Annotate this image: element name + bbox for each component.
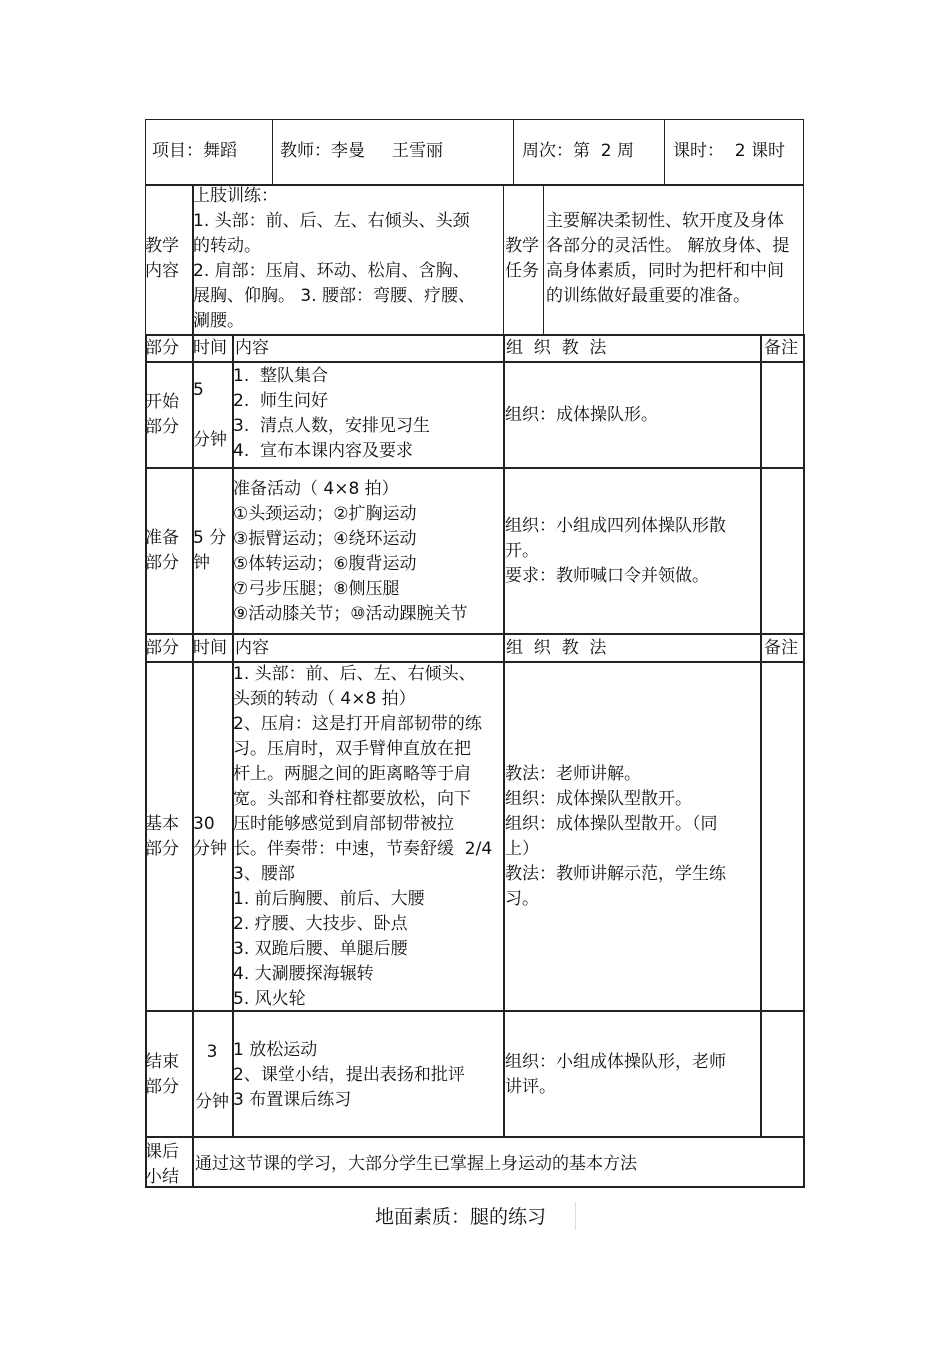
- col-part: 部分: [145, 338, 179, 358]
- footer-mark: [575, 1202, 576, 1230]
- col-time-2: 时间: [193, 638, 227, 658]
- basic-method: 教法：老师讲解。 组织：成体操队型散开。 组织：成体操队型散开。（同 上） 教法：教师讲解示范，学生练 习。: [505, 764, 726, 909]
- prep-part: 准备 部分: [145, 528, 179, 573]
- start-part: 开始 部分: [145, 392, 179, 437]
- start-method: 组织：成体操队形。: [505, 405, 658, 425]
- end-time: 3 分钟: [195, 1042, 229, 1112]
- end-part: 结束 部分: [145, 1052, 179, 1097]
- prep-time: 5 分 钟: [193, 528, 227, 573]
- col-method-2: 组 织 教 法: [506, 638, 607, 658]
- col-content-2: 内容: [235, 638, 269, 658]
- footer-title: 地面素质：腿的练习: [375, 1206, 547, 1228]
- week-label: 周次：第 2 周: [522, 141, 635, 161]
- divider: [272, 119, 273, 185]
- summary-content: 通过这节课的学习，大部分学生已掌握上身运动的基本方法: [195, 1154, 637, 1174]
- row-divider: [145, 1136, 805, 1138]
- col-note: 备注: [764, 338, 798, 358]
- col-time: 时间: [193, 338, 227, 358]
- start-content: 1. 整队集合 2. 师生问好 3. 清点人数，安排见习生 4. 宣布本课内容及要求: [233, 366, 431, 461]
- row-divider: [145, 633, 805, 635]
- summary-part: 课后 小结: [145, 1142, 179, 1187]
- divider: [513, 119, 514, 185]
- hours-label: 课时： 2 课时: [673, 141, 786, 161]
- content-text: 上肢训练： 1. 头部：前、后、左、右倾头、头颈 的转动。 2. 肩部：压肩、环动、松肩、含胸、 展胸、仰胸。 3. 腰部：弯腰、疗腰、 涮腰。: [193, 186, 476, 331]
- row-divider: [145, 361, 805, 363]
- basic-part: 基本 部分: [145, 814, 179, 859]
- col-part-2: 部分: [145, 638, 179, 658]
- content-label: 教学 内容: [145, 236, 179, 281]
- basic-content: 1. 头部：前、后、左、右倾头、 头颈的转动（ 4×8 拍） 2、压肩：这是打开肩部韧带的练 习。压肩时，双手臂伸直放在把 杆上。两腿之间的距离略等于肩 宽。头部和脊柱都要放松，向下 压时能够感觉到肩部韧带被拉 长。伴奏带：中速，节奏舒缓 2/4 3、腰部 1. 前后胸腰、前后、大腰 2. 疗腰、大技步、卧点 3. 双跪后腰、单腿后腰 4. 大涮腰探海辗转 5. 风火轮: [233, 664, 493, 1009]
- end-method: 组织：小组成体操队形，老师 讲评。: [505, 1052, 726, 1097]
- col-note-2: 备注: [764, 638, 798, 658]
- col-divider: [503, 334, 505, 1137]
- project-label: 项目：舞蹈: [152, 141, 237, 161]
- start-time: 5 分钟: [193, 380, 227, 450]
- basic-time: 30 分钟: [193, 814, 227, 859]
- task-label: 教学 任务: [505, 236, 539, 281]
- col-divider: [760, 334, 762, 1137]
- divider: [664, 119, 665, 185]
- task-text: 主要解决柔韧性、软开度及身体 各部分的灵活性。 解放身体、提 高身体素质，同时为把杆和中间 的训练做好最重要的准备。: [546, 211, 790, 306]
- teacher-label: 教师：李曼 王雪丽: [280, 141, 444, 161]
- prep-method: 组织：小组成四列体操队形散 开。 要求：教师喊口令并领做。: [505, 516, 726, 586]
- divider: [503, 185, 504, 335]
- col-content: 内容: [235, 338, 269, 358]
- end-content: 1 放松运动 2、课堂小结，提出表扬和批评 3 布置课后练习: [233, 1040, 465, 1110]
- col-method: 组 织 教 法: [506, 338, 607, 358]
- divider: [543, 185, 544, 335]
- row-divider: [145, 467, 805, 469]
- prep-content: 准备活动（ 4×8 拍） ①头颈运动；②扩胸运动 ③振臂运动；④绕环运动 ⑤体转运动；⑥腹背运动 ⑦弓步压腿；⑧侧压腿 ⑨活动膝关节；⑩活动踝腕关节: [233, 479, 468, 624]
